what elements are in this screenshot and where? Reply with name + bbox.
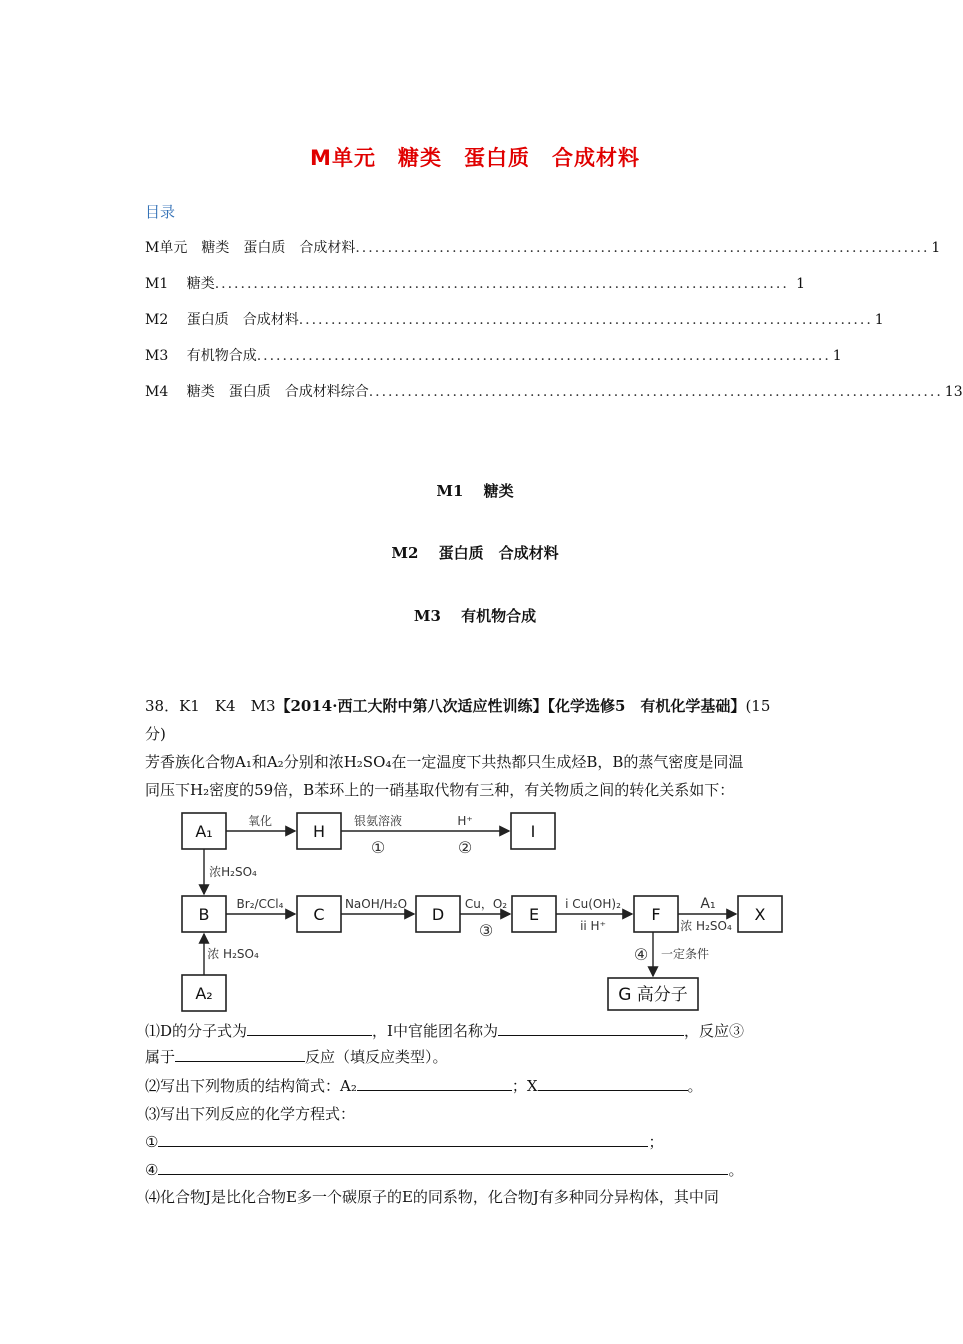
q3-item-marker: ① <box>145 1133 159 1151</box>
label-step-4: ④ <box>633 945 649 964</box>
toc-entry-label: M单元 糖类 蛋白质 合成材料 <box>145 240 356 256</box>
toc-leader: ......................................................................................... <box>256 348 831 364</box>
label-certain-conditions: 一定条件 <box>660 947 710 961</box>
toc-heading: 目录 <box>145 203 176 221</box>
question-score: (15 <box>745 697 771 715</box>
answer-blank-d-formula[interactable] <box>247 1021 372 1036</box>
question-source: 【2014·西工大附中第八次适应性训练】 <box>275 697 548 715</box>
node-g: G 高分子 <box>618 985 688 1005</box>
label-ii-h-plus: ii H⁺ <box>580 919 606 933</box>
label-silver-ammonia: 银氨溶液 <box>353 814 403 828</box>
q2-text: ；X <box>511 1077 538 1095</box>
toc-entry-page: 1 <box>796 276 805 292</box>
answer-blank-equation-4[interactable] <box>158 1160 728 1175</box>
section-heading: M3 有机物合成 <box>413 607 537 625</box>
section-heading: M2 蛋白质 合成材料 <box>391 544 559 562</box>
toc-leader: ......................................................................................... <box>368 384 943 400</box>
node-x: X <box>754 905 766 924</box>
question-4: ⑷化合物J是比化合物E多一个碳原子的E的同系物，化合物J有多种同分异构体，其中同 <box>145 1188 719 1206</box>
label-step-2: ② <box>457 838 473 857</box>
q3-text: ； <box>648 1133 664 1151</box>
toc-entry-label: M3 有机物合成 <box>145 348 257 364</box>
q1-text: 反应（填反应类型）。 <box>305 1048 448 1066</box>
node-i: I <box>530 822 536 841</box>
node-b: B <box>198 905 210 924</box>
node-f: F <box>651 905 661 924</box>
answer-blank-x-structure[interactable] <box>538 1076 688 1091</box>
label-br2-ccl4: Br₂/CCl₄ <box>236 897 284 911</box>
question-3: ⑶写出下列反应的化学方程式： <box>145 1105 356 1123</box>
q3-item-marker: ④ <box>145 1161 159 1179</box>
toc-leader: ......................................................................................... <box>355 240 930 256</box>
label-conc-h2so4-a1: 浓H₂SO₄ <box>209 865 257 879</box>
toc-entry[interactable] <box>145 237 941 259</box>
question-codes: 38．K1 K4 M3 <box>145 697 276 715</box>
toc-entry[interactable] <box>145 273 805 295</box>
question-score-cont: 分) <box>145 725 166 743</box>
toc-entry-page: 13 <box>944 384 963 400</box>
q1-text: ，反应③ <box>683 1022 744 1040</box>
question-1 <box>145 1020 744 1041</box>
question-intro <box>145 748 810 804</box>
q1-text: ，I中官能团名称为 <box>372 1022 498 1040</box>
answer-blank-equation-1[interactable] <box>158 1132 648 1147</box>
toc-leader: ......................................................................................... <box>214 276 789 292</box>
node-a2: A₂ <box>195 984 213 1003</box>
node-e: E <box>528 905 540 924</box>
q2-text: 。 <box>687 1077 703 1095</box>
node-d: D <box>431 905 445 924</box>
toc-entry-label: M1 糖类 <box>145 276 215 292</box>
toc-leader: ......................................................................................... <box>298 312 873 328</box>
reaction-flowchart <box>175 808 795 1018</box>
question-2 <box>145 1075 703 1096</box>
node-h: H <box>312 822 326 841</box>
toc-entry[interactable] <box>145 309 884 331</box>
label-step-1: ① <box>370 838 386 857</box>
intro-line: 芳香族化合物A₁和A₂分别和浓H₂SO₄在一定温度下共热都只生成烃B，B的蒸气密度是同温 <box>145 753 744 771</box>
section-heading: M1 糖类 <box>436 482 514 500</box>
toc-entry[interactable] <box>145 381 963 403</box>
question-3-item-1 <box>145 1131 663 1152</box>
toc-entry-page: 1 <box>874 312 884 328</box>
intro-line: 同压下H₂密度的59倍，B苯环上的一硝基取代物有三种，有关物质之间的转化关系如下： <box>145 781 735 799</box>
node-a1: A₁ <box>195 822 213 841</box>
label-conc-h2so4-a2: 浓 H₂SO₄ <box>207 947 259 961</box>
answer-blank-functional-group[interactable] <box>498 1021 684 1036</box>
q3-text: 。 <box>728 1161 744 1179</box>
label-oxidation: 氧化 <box>247 814 273 828</box>
question-module: 【化学选修5 有机化学基础】 <box>547 697 746 715</box>
label-naoh-h2o: NaOH/H₂O <box>344 897 408 911</box>
toc-entry-page: 1 <box>832 348 842 364</box>
label-cu-o2: Cu，O₂ <box>464 897 508 911</box>
q1-text: 属于 <box>145 1048 176 1066</box>
toc-entry[interactable] <box>145 345 842 367</box>
label-cu-oh2: i Cu(OH)₂ <box>565 897 621 911</box>
q1-text: ⑴D的分子式为 <box>145 1022 248 1040</box>
label-conc-h2so4-f: 浓 H₂SO₄ <box>680 919 732 933</box>
label-h-plus: H⁺ <box>457 814 473 828</box>
question-3-item-4 <box>145 1159 743 1180</box>
answer-blank-a2-structure[interactable] <box>357 1076 512 1091</box>
answer-blank-reaction-type[interactable] <box>175 1047 305 1062</box>
question-header <box>145 692 810 748</box>
label-a1-reagent: A₁ <box>700 896 716 912</box>
toc-entry-label: M2 蛋白质 合成材料 <box>145 312 299 328</box>
document-title: M单元 糖类 蛋白质 合成材料 <box>310 146 640 170</box>
q2-text: ⑵写出下列物质的结构简式：A₂ <box>145 1077 357 1095</box>
toc-entry-page: 1 <box>931 240 941 256</box>
label-step-3: ③ <box>478 921 494 940</box>
question-1-cont <box>145 1046 448 1067</box>
toc-entry-label: M4 糖类 蛋白质 合成材料综合 <box>145 384 369 400</box>
node-c: C <box>313 905 325 924</box>
